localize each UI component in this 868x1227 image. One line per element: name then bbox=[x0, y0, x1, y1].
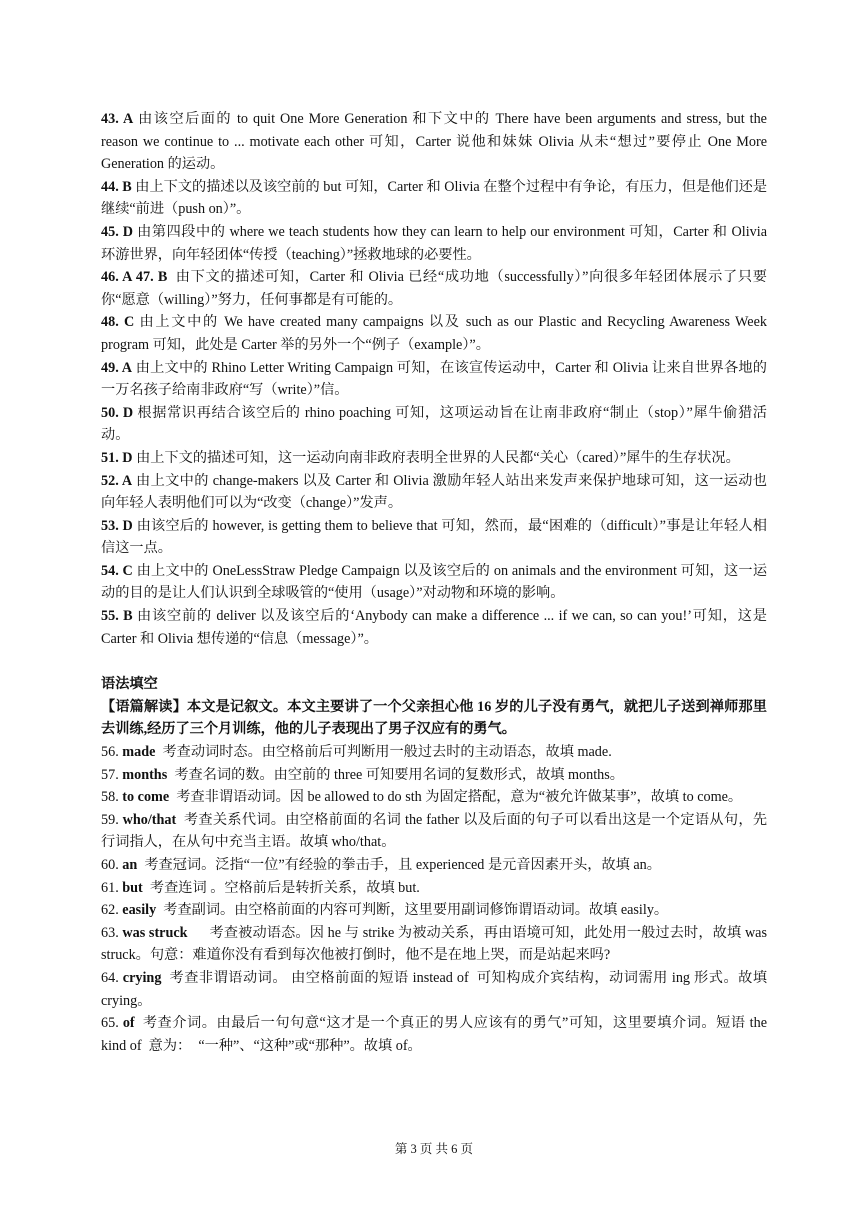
grammar-item bbox=[101, 786, 767, 809]
grammar-item bbox=[101, 877, 767, 900]
grammar-section-title: 语法填空 bbox=[101, 676, 158, 693]
grammar-explanation: 考查非谓语动词。因 be allowed to do sth 为固定搭配，意为“被允许做某事”，故填 to come。 bbox=[169, 789, 743, 806]
grammar-answer: but bbox=[122, 879, 143, 896]
answer-number: 51. D bbox=[101, 449, 133, 466]
answer-item bbox=[101, 266, 767, 311]
answer-item bbox=[101, 605, 771, 650]
answer-explanation: 由上文中的 Rhino Letter Writing Campaign 可知，在该宣传运动中，Carter 和 Olivia 让来自世界各地的一万名孩子给南非政府“写（write）”信。 bbox=[101, 359, 767, 399]
page-content bbox=[101, 108, 771, 1057]
grammar-answer: months bbox=[122, 766, 168, 783]
answer-explanation: 由该空后的 however, is getting them to believe that 可知，然而，最“困难的（difficult）”事是让年轻人相信这一点。 bbox=[101, 517, 767, 557]
answer-item bbox=[101, 176, 767, 221]
answer-explanation: 由上文中的 We have created many campaigns 以及 such as our Plastic and Recycling Awareness Week program 可知，此处是 Carter 举的另外一个“例子（example）”。 bbox=[101, 314, 771, 353]
answer-number: 52. A bbox=[101, 472, 133, 489]
grammar-number: 63. bbox=[101, 924, 119, 941]
grammar-number: 59. bbox=[101, 811, 119, 828]
answer-explanation: 由下文的描述可知，Carter 和 Olivia 已经“成功地（successfully）”向很多年轻团体展示了只要你“愿意（willing）”努力，任何事都是有可能的。 bbox=[101, 269, 767, 308]
answer-item bbox=[101, 357, 767, 402]
answer-item bbox=[101, 515, 767, 560]
answer-number: 49. A bbox=[101, 359, 132, 376]
grammar-number: 58. bbox=[101, 789, 119, 806]
answer-item bbox=[101, 447, 767, 470]
grammar-number: 62. bbox=[101, 902, 119, 919]
answer-explanation: 由上文中的 change-makers 以及 Carter 和 Olivia 激励年轻人站出来发声来保护地球可知，这一运动也向年轻人表明他们可以为“改变（change）”发声。 bbox=[101, 472, 767, 512]
grammar-number: 57. bbox=[101, 766, 119, 783]
grammar-explanation: 考查冠词。泛指“一位”有经验的拳击手，且 experienced 是元音因素开头，故填 an。 bbox=[137, 857, 661, 873]
grammar-answer: of bbox=[122, 1015, 135, 1032]
grammar-item bbox=[101, 809, 767, 854]
grammar-item bbox=[101, 899, 767, 922]
grammar-intro: 【语篇解读】本文是记叙文。本文主要讲了一个父亲担心他 16 岁的儿子没有勇气，就把儿子送到禅师那里去训练,经历了三个月训练，他的儿子表现出了男子汉应有的勇气。 bbox=[101, 698, 767, 738]
answer-number: 55. B bbox=[101, 608, 133, 625]
grammar-answer: easily bbox=[122, 902, 157, 919]
grammar-answer: made bbox=[122, 744, 156, 761]
grammar-item bbox=[101, 967, 771, 1012]
grammar-number: 60. bbox=[101, 857, 119, 873]
grammar-answer: was struck bbox=[122, 924, 188, 941]
answer-explanation: 根据常识再结合该空后的 rhino poaching 可知，这项运动旨在让南非政府“制止（stop）”犀牛偷猎活动。 bbox=[101, 404, 767, 444]
grammar-item bbox=[101, 922, 771, 967]
answer-number: 50. D bbox=[101, 404, 134, 421]
grammar-answer: who/that bbox=[122, 811, 177, 828]
answer-item bbox=[101, 108, 771, 176]
grammar-item bbox=[101, 1012, 771, 1057]
answer-item bbox=[101, 470, 767, 515]
grammar-number: 64. bbox=[101, 969, 119, 986]
answer-explanation: 由上下文的描述以及该空前的 but 可知，Carter 和 Olivia 在整个过程中有争论，有压力，但是他们还是继续“前进（push on）”。 bbox=[101, 178, 768, 218]
grammar-number: 61. bbox=[101, 879, 119, 896]
answer-item bbox=[101, 311, 771, 356]
grammar-answer-list bbox=[101, 741, 771, 1057]
grammar-answer: an bbox=[122, 857, 138, 873]
grammar-explanation: 考查被动语态。因 he 与 strike 为被动关系，再由语境可知，此处用一般过去时，故填 was struck。句意：难道你没有看到每次他被打倒时，他不是在地上哭，而是站起来吗? bbox=[101, 924, 771, 964]
page-footer: 第 3 页 共 6 页 bbox=[394, 1142, 474, 1156]
grammar-explanation: 考查名词的数。由空前的 three 可知要用名词的复数形式，故填 months。 bbox=[167, 766, 624, 783]
answer-number: 45. D bbox=[101, 223, 134, 240]
grammar-number: 56. bbox=[101, 744, 119, 761]
answer-number: 53. D bbox=[101, 517, 133, 534]
grammar-item bbox=[101, 764, 767, 787]
grammar-number: 65. bbox=[101, 1015, 119, 1032]
grammar-explanation: 考查介词。由最后一句句意“这才是一个真正的男人应该有的勇气”可知，这里要填介词。短语 the kind of 意为： “一种”、“这种”或“那种”。故填 of。 bbox=[101, 1015, 771, 1054]
answer-number: 44. B bbox=[101, 178, 132, 195]
answer-explanation: 由上文中的 OneLessStraw Pledge Campaign 以及该空后的 on animals and the environment 可知，这一运动的目的是让人们认识到全球吸管的“使用（usage）”对动物和环境的影响。 bbox=[101, 562, 768, 602]
answer-number: 48. C bbox=[101, 314, 135, 331]
answer-item bbox=[101, 560, 767, 605]
answer-explanation: 由该空前的 deliver 以及该空后的‘Anybody can make a difference ... if we can, so can you!’可知，这是 Carter 和 Olivia 想传递的“信息（message）”。 bbox=[101, 608, 771, 647]
answer-explanation: 由上下文的描述可知，这一运动向南非政府表明全世界的人民都“关心（cared）”犀牛的生存状况。 bbox=[132, 449, 740, 466]
grammar-explanation: 考查副词。由空格前面的内容可判断，这里要用副词修饰谓语动词。故填 easily。 bbox=[156, 902, 669, 919]
answer-item bbox=[101, 221, 771, 266]
grammar-explanation: 考查动词时态。由空格前后可判断用一般过去时的主动语态，故填 made. bbox=[155, 744, 612, 761]
answer-explanation: 由该空后面的 to quit One More Generation 和下文中的 There have been arguments and stress, but the reason we continue to ... motivate each other 可知，Carter 说他和妹妹 Olivia 从未“想过”要停止 One More Generation 的运动。 bbox=[101, 111, 771, 173]
grammar-explanation: 考查关系代词。由空格前面的名词 the father 以及后面的句子可以看出这是一个定语从句，先行词指人，在从句中充当主语。故填 who/that。 bbox=[101, 811, 768, 851]
grammar-item bbox=[101, 741, 767, 764]
reading-answer-list bbox=[101, 108, 771, 650]
grammar-explanation: 考查非谓语动词。 由空格前面的短语 instead of 可知构成介宾结构，动词需用 ing 形式。故填 crying。 bbox=[101, 969, 771, 1009]
grammar-answer: crying bbox=[122, 969, 162, 986]
answer-number: 43. A bbox=[101, 111, 134, 127]
grammar-answer: to come bbox=[122, 789, 170, 806]
answer-number: 46. A 47. B bbox=[101, 269, 168, 286]
answer-number: 54. C bbox=[101, 562, 133, 579]
grammar-item bbox=[101, 854, 767, 877]
answer-item bbox=[101, 402, 767, 447]
answer-explanation: 由第四段中的 where we teach students how they can learn to help our environment 可知，Carter 和 Olivia 环游世界，向年轻团体“传授（teaching）”拯救地球的必要性。 bbox=[101, 223, 771, 263]
grammar-explanation: 考查连词 。空格前后是转折关系，故填 but. bbox=[142, 879, 420, 896]
